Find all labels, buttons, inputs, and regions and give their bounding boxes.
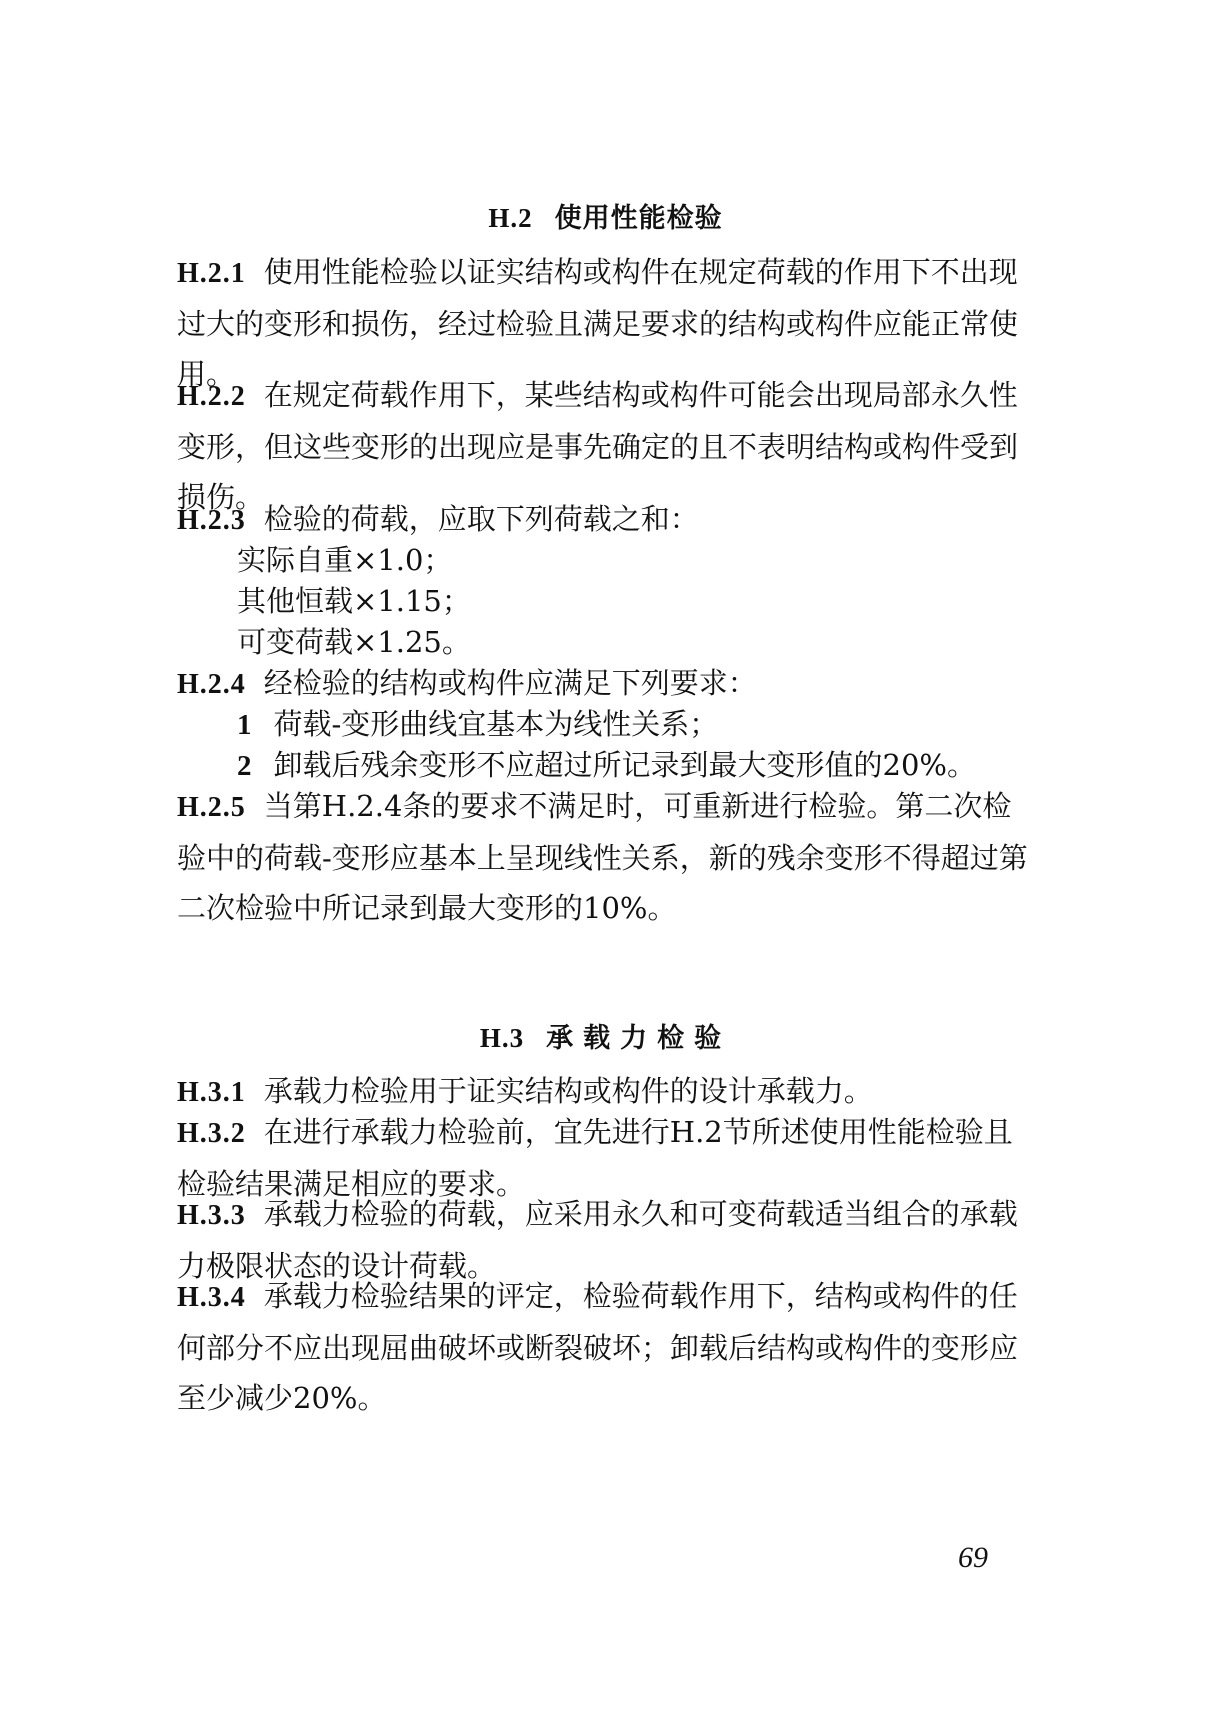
clause-text: 检验的荷载，应取下列荷载之和： (263, 502, 699, 536)
section-title: 使用性能检验 (554, 203, 723, 234)
clause-text: 使用性能检验以证实结构或构件在规定荷载的作用下不出现过大的变形和损伤，经过检验且满足要求的结构或构件应能正常使用。 (177, 255, 1019, 391)
load-item: 实际自重×1.0； (237, 543, 453, 577)
item-number: 2 (237, 750, 252, 782)
clause-text: 承载力检验结果的评定，检验荷载作用下，结构或构件的任何部分不应出现屈曲破坏或断裂破坏；卸载后结构或构件的变形应至少减少20%。 (177, 1279, 1019, 1415)
page-number: 69 (958, 1541, 988, 1574)
section-number: H.2 (488, 203, 533, 233)
item-number: 1 (237, 709, 252, 741)
clause-text: 在规定荷载作用下，某些结构或构件可能会出现局部永久性变形，但这些变形的出现应是事先确定的且不表明结构或构件受到损伤。 (177, 378, 1019, 514)
clause-text: 承载力检验用于证实结构或构件的设计承载力。 (263, 1074, 873, 1108)
clause-number: H.3.4 (177, 1282, 246, 1313)
section-heading-h2 (0, 198, 1211, 239)
section-title: 承载力检验 (546, 1023, 732, 1054)
item-text: 卸载后残余变形不应超过所记录到最大变形值的20%。 (273, 748, 976, 782)
clause-number: H.2.1 (177, 258, 246, 289)
clause-number: H.2.3 (177, 505, 246, 536)
clause-number: H.2.5 (177, 792, 246, 823)
clause-h3-4 (177, 1271, 1037, 1423)
load-item: 可变荷载×1.25。 (237, 625, 471, 659)
clause-text: 在进行承载力检验前，宜先进行H.2节所述使用性能检验且检验结果满足相应的要求。 (177, 1115, 1013, 1201)
section-number: H.3 (479, 1023, 525, 1053)
clause-text: 当第H.2.4条的要求不满足时，可重新进行检验。第二次检验中的荷载-变形应基本上呈现线性关系，新的残余变形不得超过第二次检验中所记录到最大变形的10%。 (177, 789, 1028, 925)
clause-number: H.3.3 (177, 1200, 246, 1231)
item-text: 荷载-变形曲线宜基本为线性关系； (273, 707, 719, 741)
clause-text: 经检验的结构或构件应满足下列要求： (263, 666, 757, 700)
load-item: 其他恒载×1.15； (237, 584, 471, 618)
clause-number: H.3.2 (177, 1118, 246, 1149)
clause-number: H.3.1 (177, 1077, 246, 1108)
clause-h2-5 (177, 781, 1037, 933)
clause-number: H.2.4 (177, 669, 246, 700)
clause-text: 承载力检验的荷载，应采用永久和可变荷载适当组合的承载力极限状态的设计荷载。 (177, 1197, 1018, 1283)
section-heading-h3 (0, 1018, 1211, 1059)
clause-number: H.2.2 (177, 381, 246, 412)
